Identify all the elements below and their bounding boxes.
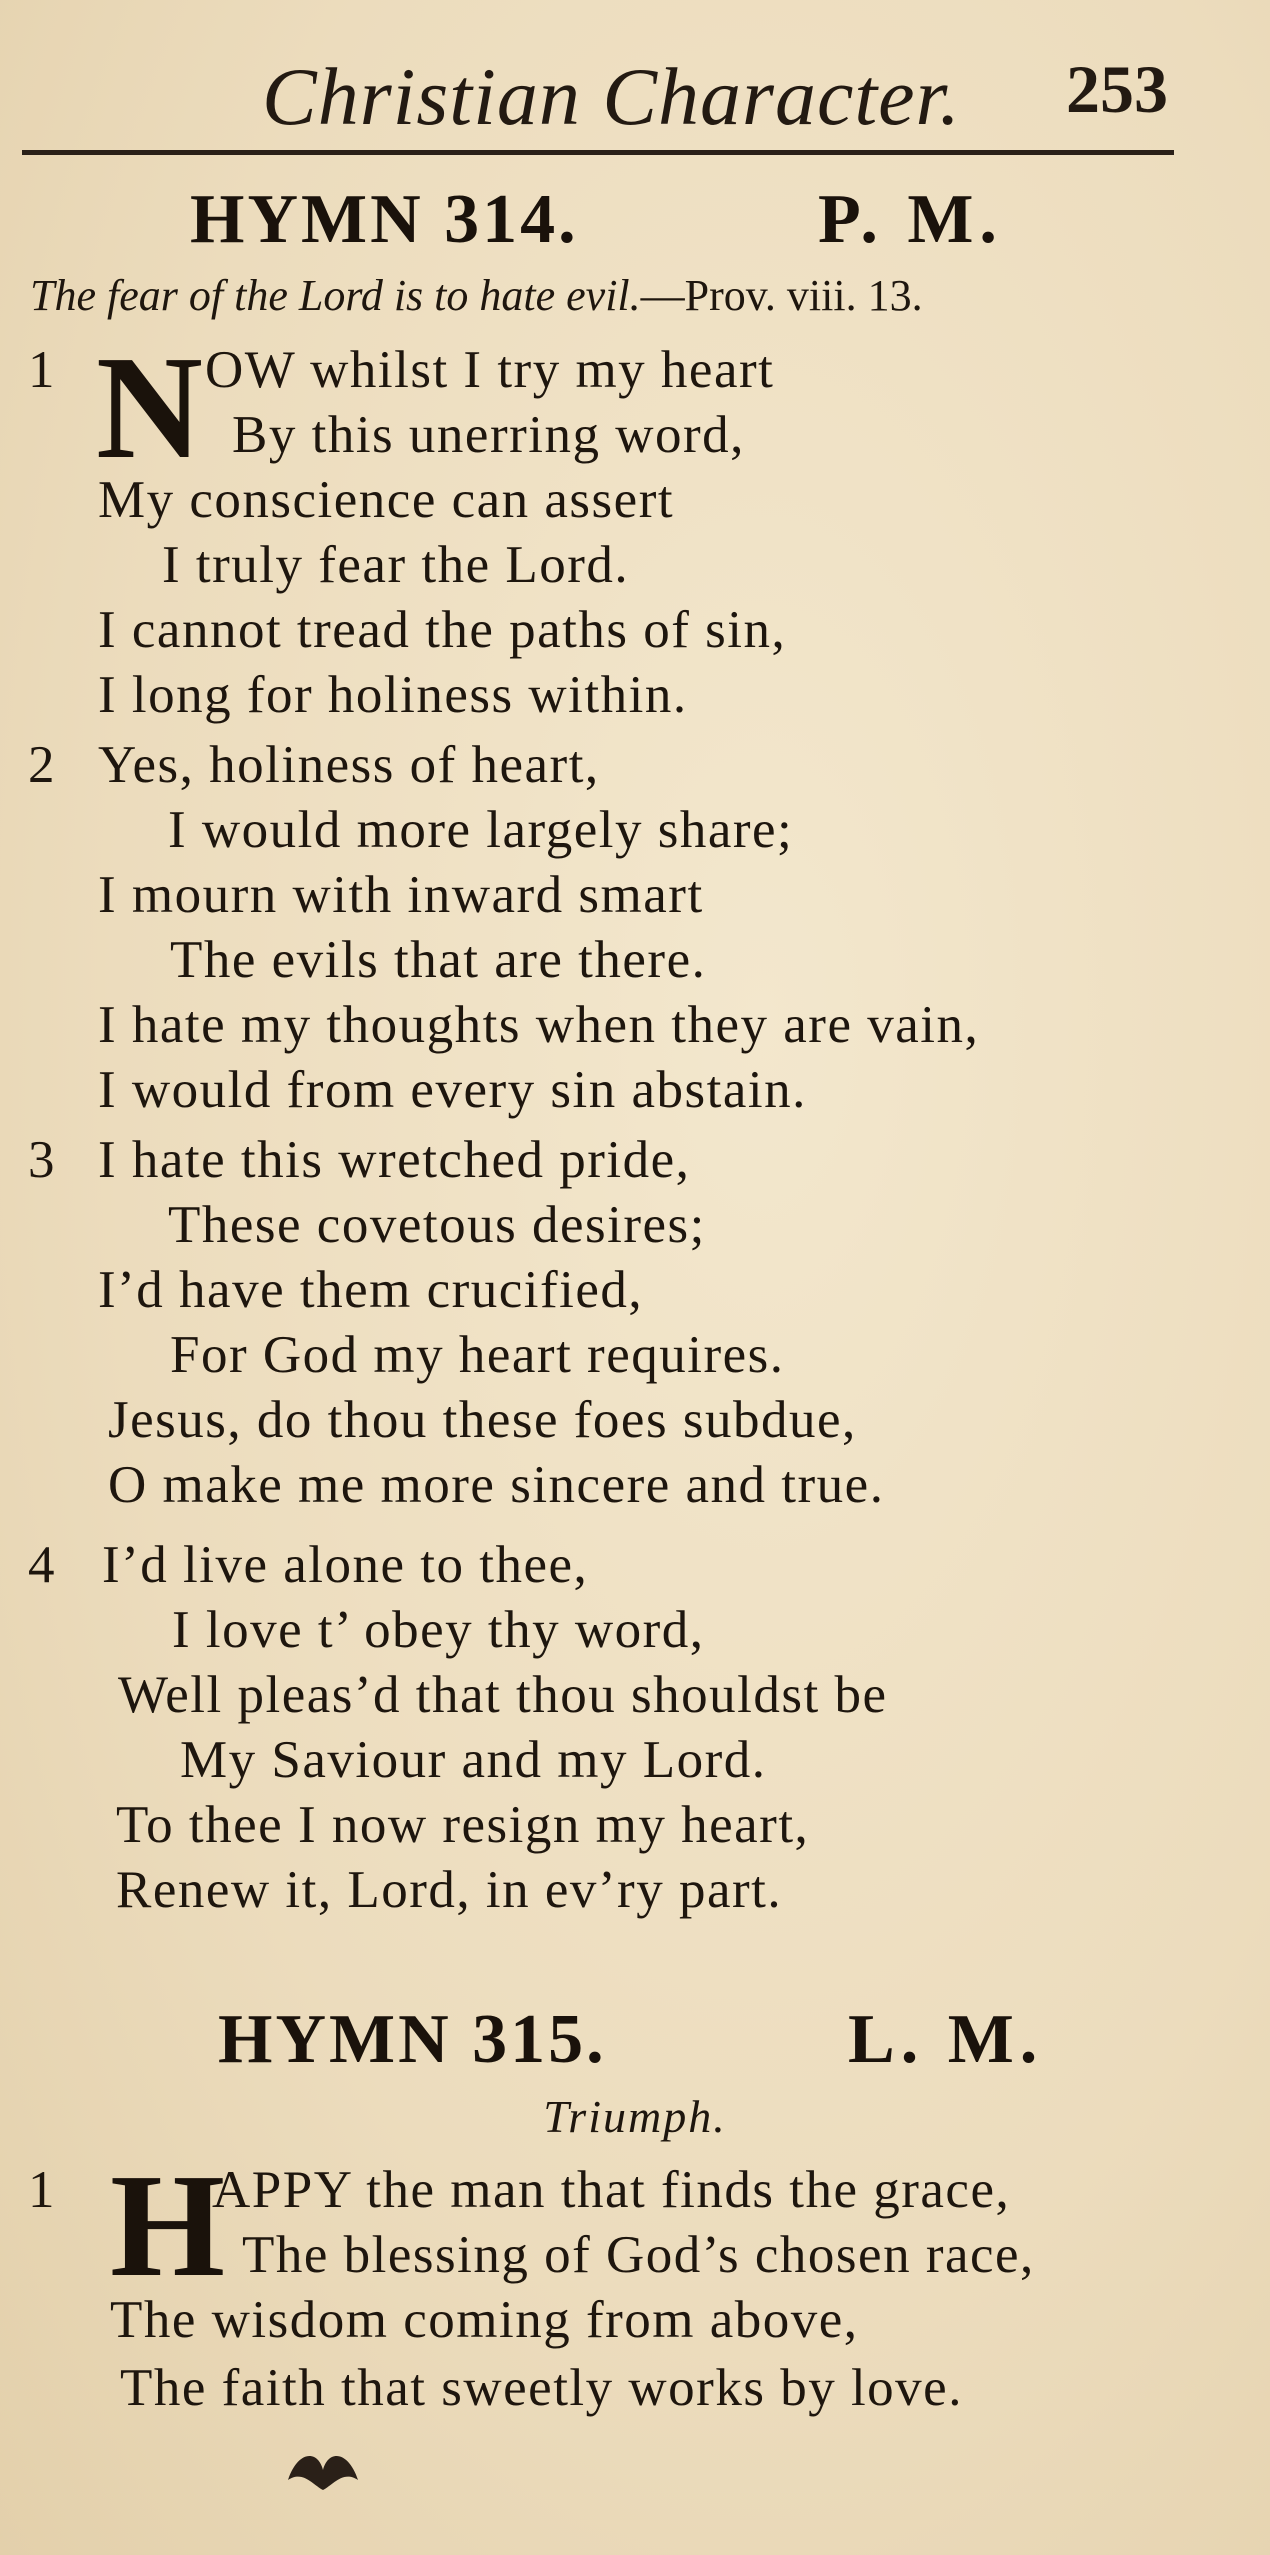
- verse-line: Well pleas’d that thou shouldst be: [118, 1666, 888, 1724]
- hymn-meter: P. M.: [818, 181, 1003, 258]
- printer-mark-icon: [278, 2440, 368, 2500]
- verse-line: I hate this wretched pride,: [98, 1131, 691, 1189]
- verse-line: The evils that are there.: [170, 931, 707, 989]
- verse-line: The faith that sweetly works by love.: [120, 2359, 963, 2417]
- header-rule: [22, 150, 1174, 155]
- drop-cap: H: [110, 2144, 226, 2308]
- verse-line: I mourn with inward smart: [98, 866, 704, 924]
- verse-line: By this unerring word,: [232, 406, 745, 464]
- verse-line: O make me more sincere and true.: [108, 1456, 885, 1514]
- verse-line: I hate my thoughts when they are vain,: [98, 996, 980, 1054]
- verse-line: The blessing of God’s chosen race,: [242, 2226, 1035, 2284]
- scripture-epigraph: [30, 270, 1230, 321]
- verse-line: My conscience can assert: [98, 471, 675, 529]
- verse-line: I truly fear the Lord.: [162, 536, 630, 594]
- verse-line: I cannot tread the paths of sin,: [98, 601, 787, 659]
- verse-line: The wisdom coming from above,: [110, 2291, 859, 2349]
- verse-number: 1: [28, 2161, 55, 2219]
- verse-line: I would more largely share;: [168, 801, 794, 859]
- page-number: 253: [1066, 51, 1168, 127]
- verse-number: 4: [28, 1536, 55, 1594]
- verse-line: To thee I now resign my heart,: [116, 1796, 810, 1854]
- hymn-meter: L. M.: [848, 2001, 1044, 2078]
- verse-line: I love t’ obey thy word,: [172, 1601, 705, 1659]
- epigraph-source: —Prov. viii. 13.: [640, 271, 923, 320]
- verse-number: 2: [28, 736, 55, 794]
- drop-cap: N: [96, 326, 203, 490]
- verse-line: For God my heart requires.: [170, 1326, 785, 1384]
- verse-line: I would from every sin abstain.: [98, 1061, 807, 1119]
- verse-line: These covetous desires;: [168, 1196, 706, 1254]
- verse-line: Renew it, Lord, in ev’ry part.: [116, 1861, 783, 1919]
- verse-line: I’d live alone to thee,: [102, 1536, 589, 1594]
- hymn-heading: [0, 2000, 1270, 2080]
- running-head: [0, 40, 1270, 140]
- verse-line: APPY the man that finds the grace,: [212, 2161, 1011, 2219]
- verse-number: 3: [28, 1131, 55, 1189]
- verse-line: Jesus, do thou these foes subdue,: [108, 1391, 857, 1449]
- verse-line: I’d have them crucified,: [98, 1261, 644, 1319]
- hymn-subtitle: Triumph.: [543, 2091, 727, 2142]
- verse-number: 1: [28, 341, 55, 399]
- verse-line: My Saviour and my Lord.: [180, 1731, 767, 1789]
- hymn-number: HYMN 315.: [218, 2001, 607, 2078]
- epigraph-quote: The fear of the Lord is to hate evil.: [30, 271, 641, 320]
- hymn-number: HYMN 314.: [190, 181, 579, 258]
- verse-line: OW whilst I try my heart: [205, 341, 775, 399]
- hymn-heading: [0, 180, 1270, 260]
- running-title: Christian Character.: [262, 51, 961, 142]
- verse-line: I long for holiness within.: [98, 666, 688, 724]
- verse-line: Yes, holiness of heart,: [98, 736, 600, 794]
